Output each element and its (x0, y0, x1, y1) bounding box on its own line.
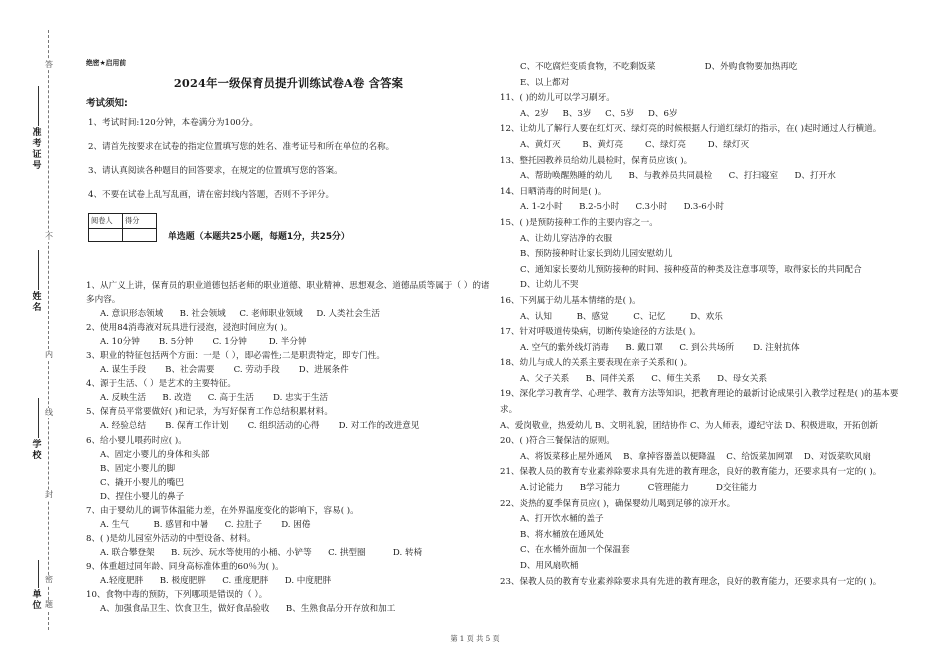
seal-char: 不 (45, 232, 53, 241)
question-text: 3、职业的特征包括两个方面：一是（ ），即必需性;二是职责特定，即专门性。 (86, 351, 385, 362)
question-option: D、用风扇吹桶 (520, 561, 579, 571)
question-text: 8、( )是幼儿园室外活动的中型设备、材料。 (86, 533, 256, 544)
notice-item: 3、请认真阅读各种题目的回答要求，在规定的位置填写您的答案。 (88, 166, 343, 177)
binding-strip (0, 0, 80, 671)
seal-char: 内 (45, 350, 53, 359)
question-text: 10、食物中毒的预防，下列哪项是错误的（ ）。 (86, 590, 268, 601)
question-option: A.讨论能力 B学习能力 C管理能力 D交往能力 (520, 483, 758, 494)
left-column (86, 58, 491, 616)
question-text: 12、让幼儿了解行人要在红灯灭、绿灯亮的时候根据人行道红绿灯的指示，在( )起时通过人行横道。 (500, 124, 882, 135)
question-option: A. 1-2小时 B.2-5小时 C.3小时 D.3-6小时 (520, 202, 724, 213)
seal-char: 封 (45, 490, 53, 499)
question-text: 4、源于生活、（ ）是艺术的主要特征。 (86, 379, 236, 390)
question-text: 9、体重超过同年龄、同身高标准体重的60％为( )。 (86, 561, 284, 572)
question-option: A、加强食品卫生、饮食卫生，做好食品验收 B、生熟食品分开存放和加工 (100, 604, 396, 615)
question-option: C、撬开小婴儿的嘴巴 (100, 477, 184, 488)
notice-item: 2、请首先按要求在试卷的指定位置填写您的姓名、准考证号和所在单位的名称。 (88, 142, 395, 153)
page-footer: 第 1 页 共 5 页 (450, 634, 500, 643)
question-option: B、预防接种时让家长到幼儿园安慰幼儿 (520, 249, 673, 260)
exam-number-label: 准考证号 (32, 128, 42, 171)
question-text: 13、整托园教养员给幼儿晨检时，保育员应该( )。 (500, 155, 693, 166)
notice-item: 1、考试时间:120分钟，本卷满分为100分。 (88, 118, 259, 129)
question-text: 18、幼儿与成人的关系主要表现在亲子关系和( )。 (500, 358, 693, 369)
question-text: 23、保教人员的教育专业素养除要求具有先进的教育理念，良好的教育能力，还要求具有一定的( )。 (500, 576, 882, 587)
grader-header: 阅卷人 (89, 213, 123, 228)
spacer (86, 246, 491, 279)
question-text: 2、使用84消毒液对玩具进行浸泡，浸泡时间应为( )。 (86, 323, 293, 334)
seal-dashed-line (48, 30, 49, 630)
question-option: B、将水桶放在通风处 (520, 529, 604, 540)
seal-char: 题 (45, 600, 53, 609)
question-text: 15、( )是预防接种工作的主要内容之一。 (500, 217, 658, 228)
question-text: 1、从广义上讲，保育员的职业道德包括老师的职业道德、职业精神、思想观念、道德品质等属于（ ）的诸多内容。 (86, 280, 490, 306)
name-label: 姓名 (32, 292, 42, 313)
notice-item: 4、不要在试卷上乱写乱画，请在密封线内答题，否则不予评分。 (88, 190, 335, 200)
secret-mark: 绝密★启用前 (86, 59, 127, 67)
question-option: A、父子关系 B、同伴关系 C、师生关系 D、母女关系 (520, 373, 768, 384)
exam-title: 2024年一级保育员提升训练试卷A卷 含答案 (173, 76, 404, 90)
question-text: 21、保教人员的教育专业素养除要求具有先进的教育理念，良好的教育能力，还要求具有一定的( )。 (500, 467, 882, 478)
question-text: 7、由于婴幼儿的调节体温能力差，在外界温度变化的影响下，容易( )。 (86, 505, 359, 516)
question-text: 5、保育员平常要做好( )和记录，为写好保育工作总结积累材料。 (86, 407, 333, 418)
school-line[interactable] (38, 398, 39, 438)
question-text: A、爱岗敬业，热爱幼儿 B、文明礼貌，团结协作 C、为人师表，遵纪守法 D、积极进取，开拓创新 (500, 420, 878, 431)
grader-cell[interactable] (89, 229, 123, 242)
section-heading: 单选题（本题共25小题，每题1分，共25分） (168, 231, 350, 242)
seal-char: 答 (45, 60, 53, 69)
question-option: A、将饭菜移止屋外通风 B、拿掉容器盖以便降温 C、给饭菜加网罩 D、对饭菜吹风扇 (520, 451, 871, 462)
question-option: C、不吃腐烂变质食物，不吃剩饭菜 D、外购食物要加热再吃 (520, 62, 798, 72)
question-option: A. 10分钟 B. 5分钟 C. 1分钟 D. 半分钟 (100, 337, 307, 348)
question-option: C、在水桶外面加一个保温套 (520, 545, 630, 556)
question-text: 20、( )符合三餐保洁的原则。 (500, 436, 615, 447)
seal-char: 密 (45, 575, 53, 584)
exam-number-line[interactable] (38, 86, 39, 126)
question-option: A. 意识形态领域 B. 社会领域 C. 老师职业领域 D. 人类社会生活 (100, 309, 380, 320)
question-text: 6、给小婴儿喂药时应( )。 (86, 435, 187, 446)
question-option: A. 谋生手段 B、社会需要 C. 劳动手段 D、进展条件 (100, 365, 349, 376)
score-table (88, 213, 157, 242)
unit-line[interactable] (38, 560, 39, 588)
question-text: 14、日晒消毒的时间是( )。 (500, 186, 607, 197)
score-cell[interactable] (123, 229, 157, 242)
question-option: A、帮助唤醒熟睡的幼儿 B、与教养员共同晨检 C、打扫寝室 D、打开水 (520, 171, 836, 182)
question-text: 17、针对呼吸道传染病，切断传染途径的方法是( )。 (500, 327, 701, 338)
question-option: A. 生气 B. 感冒和中暑 C. 拉肚子 D. 困倦 (100, 519, 311, 530)
question-option: A. 联合攀登架 B. 玩沙、玩水等使用的小桶、小铲等 C. 拱型圈 D. 转椅 (100, 547, 423, 558)
notice-heading: 考试须知: (86, 98, 128, 109)
right-column (500, 60, 908, 590)
seal-char: 线 (45, 408, 53, 417)
question-text: 19、深化学习教育学、心理学、教育方法等知识，把教育理论的最新讨论成果引入教学过程是( )的基本要求。 (500, 389, 899, 416)
question-option: A、让幼儿穿洁净的衣服 (520, 233, 613, 244)
score-header: 得分 (123, 213, 157, 228)
question-option: D、让幼儿不哭 (520, 280, 579, 291)
question-option: B、固定小婴儿的脚 (100, 463, 176, 474)
question-option: D、捏住小婴儿的鼻子 (100, 491, 185, 502)
question-text: 16、下列属于幼儿基本情绪的是( )。 (500, 295, 641, 306)
question-option: A. 经验总结 B. 保育工作计划 C. 组织活动的心得 D. 对工作的改进意见 (100, 421, 420, 432)
question-option: A. 反映生活 B. 改造 C. 高于生活 D. 忠实于生活 (100, 393, 329, 404)
unit-label: 单位 (32, 590, 42, 611)
name-line[interactable] (38, 250, 39, 290)
question-option: E、以上都对 (520, 77, 570, 88)
question-option: A、固定小婴儿的身体和头部 (100, 449, 210, 460)
left-question-list (86, 279, 491, 616)
question-text: 11、( )的幼儿可以学习刷牙。 (500, 93, 615, 104)
question-option: C、通知家长要幼儿预防接种的时间、接种疫苗的种类及注意事项等，取得家长的共同配合 (520, 264, 862, 275)
school-label: 学校 (32, 440, 42, 461)
question-option: A. 空气的紫外线灯消毒 B. 戴口罩 C. 到公共场所 D. 注射抗体 (520, 342, 800, 353)
question-option: A.轻度肥胖 B. 极度肥胖 C. 重度肥胖 D. 中度肥胖 (100, 575, 332, 586)
question-option: A、认知 B、感觉 C、记忆 D、欢乐 (520, 311, 723, 322)
right-question-list (500, 60, 908, 590)
question-option: A、2岁 B、3岁 C、5岁 D、6岁 (520, 108, 678, 119)
question-text: 22、炎热的夏季保育员应( )，确保婴幼儿喝到足够的凉开水。 (500, 498, 736, 509)
question-option: A、黄灯灭 B、黄灯亮 C、绿灯亮 D、绿灯灭 (520, 139, 750, 150)
question-option: A、打开饮水桶的盖子 (520, 514, 604, 525)
score-row (86, 213, 491, 243)
